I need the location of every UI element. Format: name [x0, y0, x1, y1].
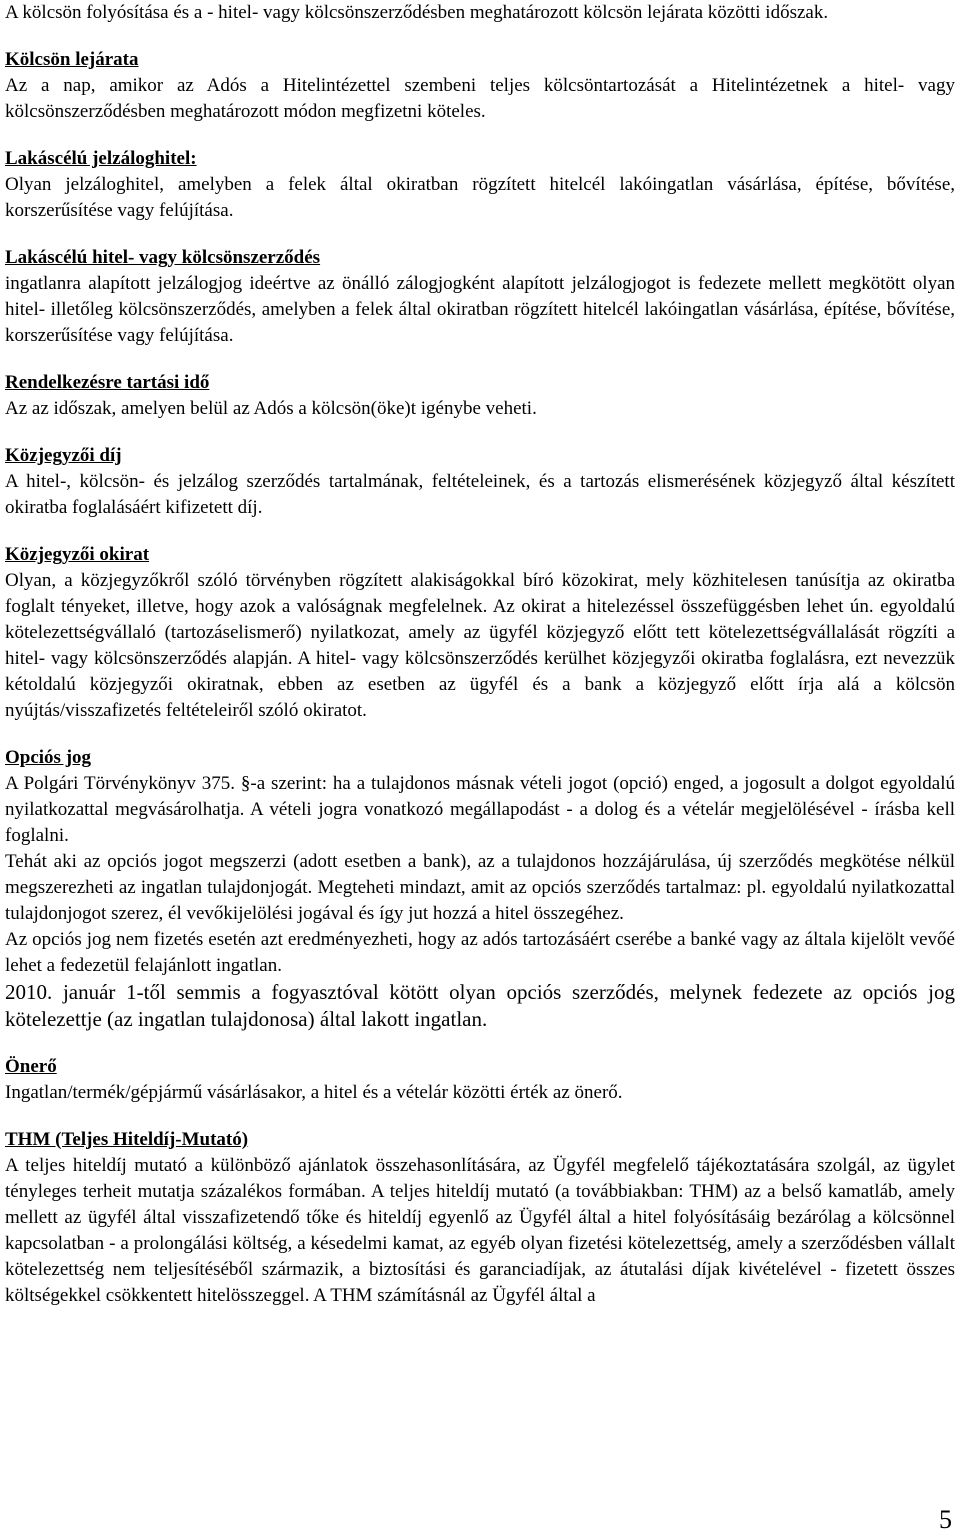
term-paragraph: Olyan jelzáloghitel, amelyben a felek által okiratban rögzített hitelcél lakóingatlan vásárlása, építése, bővítése, korszerűsítése vagy felújítása. — [5, 174, 955, 221]
term-paragraph: Ingatlan/termék/gépjármű vásárlásakor, a hitel és a vételár közötti érték az önerő. — [5, 1082, 623, 1103]
term-oneró — [5, 1054, 955, 1106]
term-paragraph: A teljes hiteldíj mutató a különböző ajánlatok összehasonlítására, az Ügyfél megfelelő tájékoztatására szolgál, az ügylet tényleges terheit mutatja százalékos formában. A teljes hiteldíj mutató (a továbbiakban: THM) az a belső kamatláb, amely mellett az ügyfél által visszafizetendő tőke és hiteldíj egyenlő az Ügyfél által a hitel folyósításáig bezárólag a kölcsönnel kapcsolatban - a prolongálási költség, a késedelmi kamat, az egyéb olyan fizetési kötelezettség, amely a szerződésben vállalt kötelezettség nem teljesítéséből származik, a biztosítási és garanciadíjak, az átutalási díjak kivételével - fizetett összes költségekkel csökkentett hitelösszeggel. A THM számításnál az Ügyfél által a — [5, 1155, 955, 1306]
term-paragraph: A hitel-, kölcsön- és jelzálog szerződés tartalmának, feltételeinek, és a tartozás elismerésének közjegyző által készített okiratba foglalásáért kifizetett díj. — [5, 471, 955, 518]
term-lakascelu-hitelszerzodes — [5, 245, 955, 349]
term-paragraph: Az az időszak, amelyen belül az Adós a kölcsön(öke)t igénybe veheti. — [5, 398, 537, 419]
term-paragraph: Olyan, a közjegyzőkről szóló törvényben rögzített alakiságokkal bíró közokirat, mely közhitelesen tanúsítja az okiratba foglalt tényeket, illetve, hogy azok a valóságnak megfelelnek. Az okirat a hitelezéssel összefüggésben lehet ún. egyoldalú kötelezettségvállaló (tartozáselismerő) nyilatkozat, amely az ügyfél közjegyző előtt tett kötelezettségvállalását rögzíti a hitel- vagy kölcsönszerződés alapján. A hitel- vagy kölcsönszerződés kerülhet közjegyzői okiratba foglalásra, ezt nevezzük kétoldalú közjegyzői okiratnak, ebben az esetben az ügyfél és a bank a közjegyző előtt írja alá a kölcsön nyújtás/visszafizetés feltételeiről szóló okiratot. — [5, 570, 955, 721]
term-title: Lakáscélú jelzáloghitel: — [5, 148, 197, 169]
term-title: Önerő — [5, 1056, 57, 1077]
document-page — [5, 0, 955, 1309]
term-title: THM (Teljes Hiteldíj-Mutató) — [5, 1129, 249, 1150]
term-opcios-jog — [5, 745, 955, 1033]
term-paragraph: Az a nap, amikor az Adós a Hitelintézettel szembeni teljes kölcsöntartozását a Hitelintézetnek a hitel- vagy kölcsönszerződésben meghatározott módon megfizetni köteles. — [5, 75, 955, 122]
term-kolcson-lejarata — [5, 47, 955, 125]
term-paragraph: A Polgári Törvénykönyv 375. §-a szerint: ha a tulajdonos másnak vételi jogot (opció) enged, a jogosult a dolgot egyoldalú nyilatkozattal megvásárolhatja. A vételi jogra vonatkozó megállapodást - a dolog és a vételár megjelölésével - írásba kell foglalni. — [5, 773, 955, 846]
term-paragraph: 2010. január 1-től semmis a fogyasztóval kötött olyan opciós szerződés, melynek fedezete az opciós jog kötelezettje (az ingatlan tulajdonosa) által lakott ingatlan. — [5, 980, 955, 1031]
page-number: 5 — [939, 1505, 952, 1534]
term-kozjegyzoi-okirat — [5, 542, 955, 724]
term-paragraph: Az opciós jog nem fizetés esetén azt eredményezheti, hogy az adós tartozásáért cserébe a banké vagy az általa kijelölt vevőé lehet a fedezetül felajánlott ingatlan. — [5, 929, 955, 976]
term-title: Kölcsön lejárata — [5, 49, 139, 70]
term-paragraph: ingatlanra alapított jelzálogjog ideértve az önálló zálogjogként alapított jelzálogjogot is fedezete mellett megkötött olyan hitel- illetőleg kölcsönszerződés, amelyben a felek által okiratban rögzített hitelcél lakóingatlan vásárlása, építése, bővítése, korszerűsítése vagy felújítása. — [5, 273, 955, 346]
term-title: Lakáscélú hitel- vagy kölcsönszerződés — [5, 247, 321, 268]
term-title: Rendelkezésre tartási idő — [5, 372, 210, 393]
term-title: Közjegyzői díj — [5, 445, 122, 466]
term-paragraph: Tehát aki az opciós jogot megszerzi (adott esetben a bank), az a tulajdonos hozzájárulása, új szerződés megkötése nélkül megszerezheti az ingatlan tulajdonjogát. Megteheti mindazt, amit az opciós szerződés tartalmaz: pl. egyoldalú nyilatkozattal tulajdonjogot szerez, él vevőkijelölési jogával és így jut hozzá a hitel összegéhez. — [5, 851, 955, 924]
intro-paragraph: A kölcsön folyósítása és a - hitel- vagy kölcsönszerződésben meghatározott kölcsön lejárata közötti időszak. — [5, 2, 829, 23]
term-lakascelu-jelzaloghitel — [5, 146, 955, 224]
term-kozjegyzoi-dij — [5, 443, 955, 521]
term-title: Közjegyzői okirat — [5, 544, 150, 565]
term-title: Opciós jog — [5, 747, 92, 768]
term-rendelkezesre-tartasi-ido — [5, 370, 955, 422]
term-thm — [5, 1127, 955, 1309]
